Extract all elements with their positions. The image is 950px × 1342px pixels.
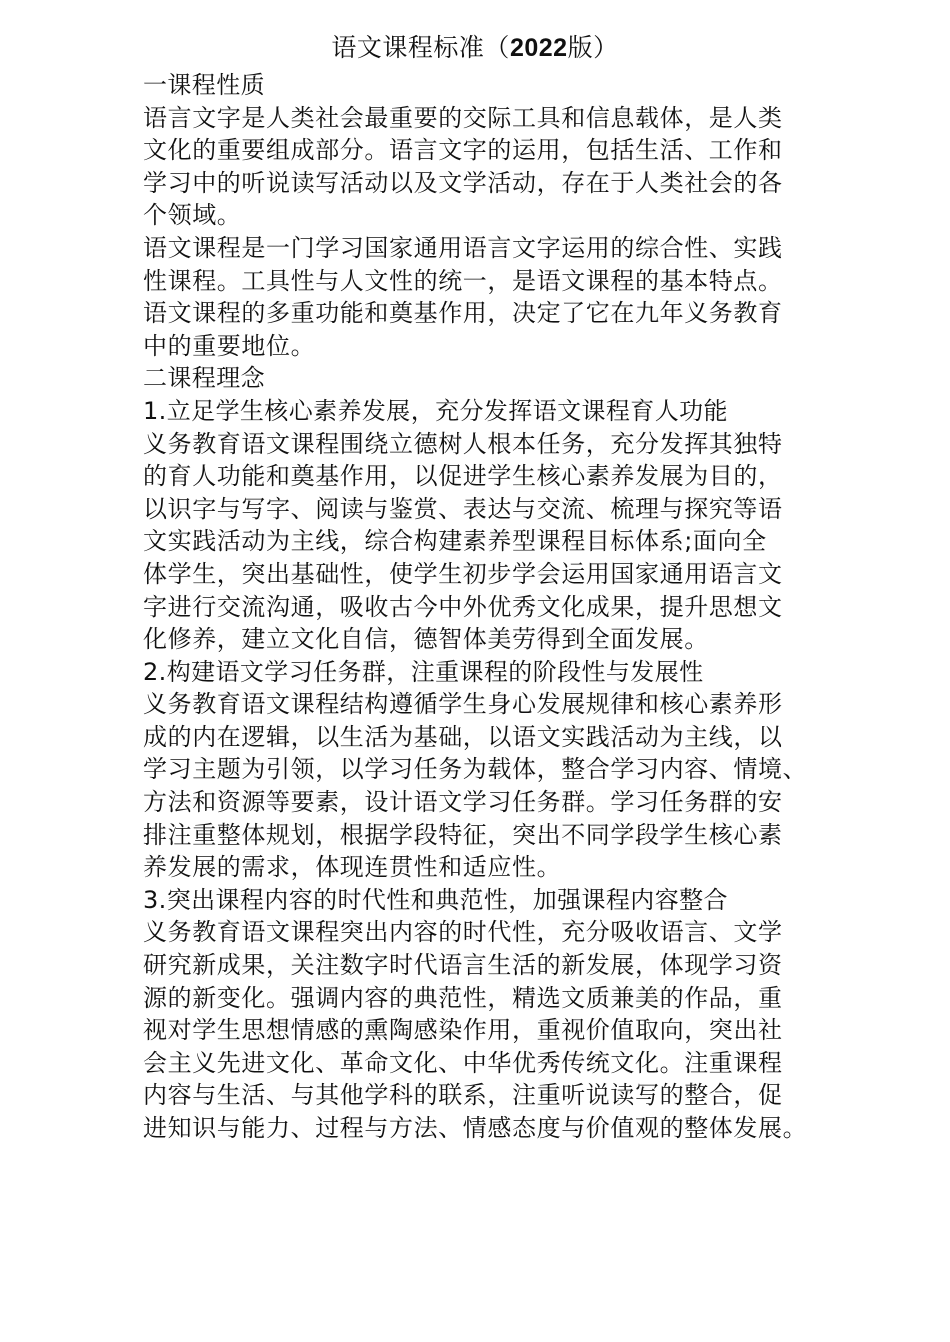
text-line: 文实践活动为主线，综合构建素养型课程目标体系;面向全	[143, 527, 767, 556]
text-line: 语文课程的多重功能和奠基作用，决定了它在九年义务教育	[143, 299, 783, 328]
title-year: 2022	[509, 34, 568, 62]
section-heading-nature: 一课程性质	[143, 71, 265, 99]
text-line: 内容与生活、与其他学科的联系，注重听说读写的整合，促	[143, 1081, 783, 1110]
text-line: 进知识与能力、过程与方法、情感态度与价值观的整体发展。	[143, 1114, 808, 1142]
text-line: 的育人功能和奠基作用，以促进学生核心素养发展为目的，	[143, 462, 783, 491]
text-line: 方法和资源等要素，设计语文学习任务群。学习任务群的安	[143, 788, 783, 817]
text-line: 文化的重要组成部分。语言文字的运用，包括生活、工作和	[143, 136, 783, 165]
title-prefix: 语文课程标准（	[331, 33, 510, 62]
subheading-2: 2.构建语文学习任务群，注重课程的阶段性与发展性	[143, 657, 704, 686]
text-line: 源的新变化。强调内容的典范性，精选文质兼美的作品，重	[143, 983, 783, 1012]
section-heading-philosophy: 二课程理念	[143, 364, 265, 393]
text-line: 体学生，突出基础性，使学生初步学会运用国家通用语言文	[143, 559, 783, 588]
document-title	[0, 30, 950, 66]
text-line: 字进行交流沟通，吸收古今中外优秀文化成果，提升思想文	[143, 592, 783, 621]
text-line: 会主义先进文化、革命文化、中华优秀传统文化。注重课程	[143, 1048, 783, 1077]
text-line: 以识字与写字、阅读与鉴赏、表达与交流、梳理与探究等语	[143, 494, 783, 523]
text-line: 性课程。工具性与人文性的统一，是语文课程的基本特点。	[143, 266, 783, 295]
text-line: 成的内在逻辑，以生活为基础，以语文实践活动为主线，以	[143, 722, 783, 751]
subheading-3: 3.突出课程内容的时代性和典范性，加强课程内容整合	[143, 885, 728, 914]
text-line: 化修养，建立文化自信，德智体美劳得到全面发展。	[143, 625, 709, 654]
text-line: 学习主题为引领，以学习任务为载体，整合学习内容、情境、	[143, 755, 808, 784]
text-line: 义务教育语文课程围绕立德树人根本任务，充分发挥其独特	[143, 429, 783, 458]
text-line: 中的重要地位。	[143, 331, 316, 360]
text-line: 语言文字是人类社会最重要的交际工具和信息载体，是人类	[143, 103, 783, 132]
text-line: 义务教育语文课程结构遵循学生身心发展规律和核心素养形	[143, 690, 783, 719]
text-line: 语文课程是一门学习国家通用语言文字运用的综合性、实践	[143, 233, 783, 262]
subheading-1: 1.立足学生核心素养发展，充分发挥语文课程育人功能	[143, 396, 728, 425]
text-line: 研究新成果，关注数字时代语言生活的新发展，体现学习资	[143, 951, 783, 980]
document-body	[143, 69, 833, 1145]
text-line: 视对学生思想情感的熏陶感染作用，重视价值取向，突出社	[143, 1016, 783, 1045]
text-line: 排注重整体规划，根据学段特征，突出不同学段学生核心素	[143, 820, 783, 849]
title-suffix: 版）	[567, 33, 619, 62]
text-line: 养发展的需求，体现连贯性和适应性。	[143, 853, 562, 882]
text-line: 学习中的听说读写活动以及文学活动，存在于人类社会的各	[143, 168, 783, 197]
text-line: 义务教育语文课程突出内容的时代性，充分吸收语言、文学	[143, 918, 783, 947]
text-line: 个领域。	[143, 201, 242, 230]
